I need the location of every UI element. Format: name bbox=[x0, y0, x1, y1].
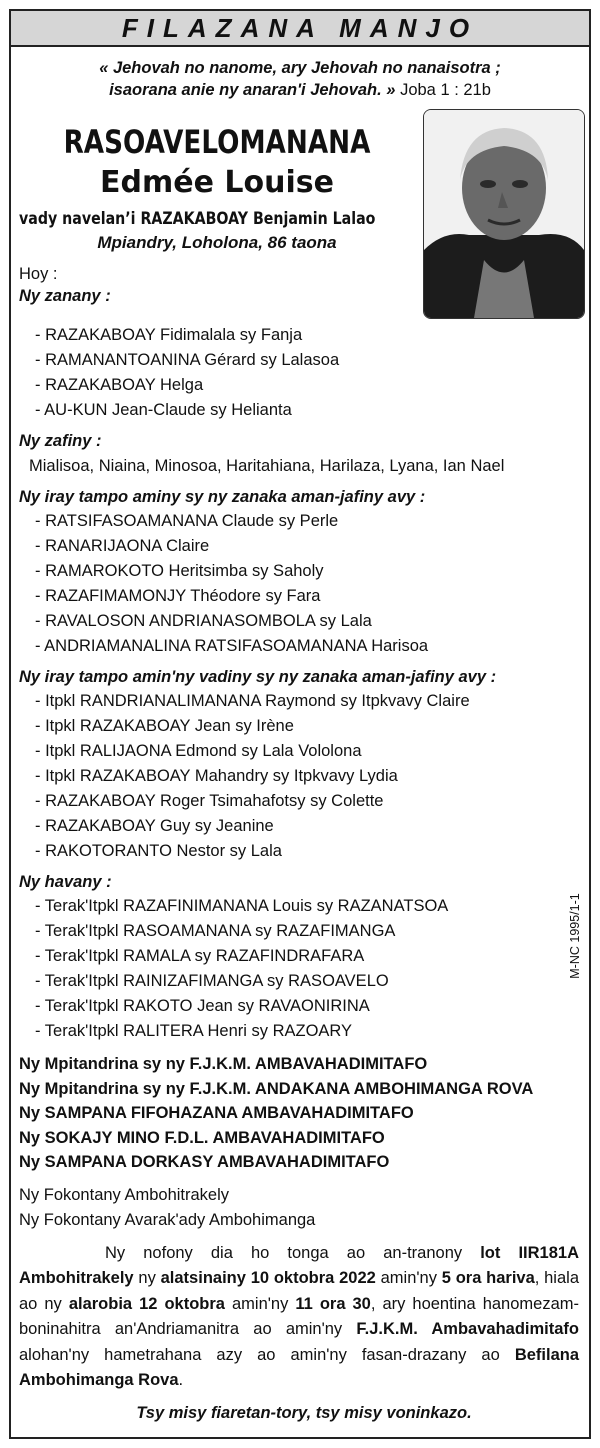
children-heading: Ny zanany : bbox=[19, 287, 111, 305]
org-line: Ny SAMPANA FIFOHAZANA AMBAVAHADIMITAFO bbox=[19, 1104, 414, 1122]
list-item: - RAVALOSON ANDRIANASOMBOLA sy Lala bbox=[35, 612, 372, 630]
org-line: Ny SOKAJY MINO F.D.L. AMBAVAHADIMITAFO bbox=[19, 1128, 385, 1147]
list-item: - RAZAKABOAY Fidimalala sy Fanja bbox=[35, 326, 303, 344]
notice-address: lot IIR181A Ambohitrakely bbox=[19, 1243, 579, 1287]
list-item: - AU-KUN Jean-Claude sy Helianta bbox=[35, 401, 292, 419]
notice-arrival-time: 5 ora hariva bbox=[441, 1269, 535, 1287]
closing-line: Tsy misy fiaretan-tory, tsy misy voninkazo. bbox=[136, 1403, 472, 1422]
list-item: - Terak'Itpkl RAINIZAFIMANGA sy RASOAVELO bbox=[35, 972, 389, 990]
notice-burial-place: Befilana Ambohimanga Rova bbox=[19, 1345, 579, 1389]
siblings-heading: Ny iray tampo aminy sy ny zanaka aman-jafiny avy : bbox=[19, 488, 426, 506]
funeral-notice bbox=[19, 1241, 589, 1394]
list-item: - Itpkl RAZAKABOAY Jean sy Irène bbox=[35, 717, 294, 735]
list-item: - Terak'Itpkl RAMALA sy RAZAFINDRAFARA bbox=[35, 947, 365, 965]
org-line: Ny Mpitandrina sy ny F.J.K.M. AMBAVAHADIMITAFO bbox=[19, 1055, 428, 1073]
list-item: - RANARIJAONA Claire bbox=[35, 537, 210, 555]
list-item: - Terak'Itpkl RALITERA Henri sy RAZOARY bbox=[35, 1022, 353, 1040]
header-section bbox=[11, 101, 589, 323]
notice-text: amin'ny bbox=[224, 1294, 296, 1313]
siblings-list bbox=[19, 509, 589, 659]
notice-text: Ny nofony dia ho tonga ao an-tranony bbox=[105, 1243, 481, 1262]
verse-text-2: isaorana anie ny anaran'i Jehovah. » bbox=[109, 81, 396, 99]
list-item: - Itpkl RAZAKABOAY Mahandry sy Itpkvavy Lydia bbox=[35, 767, 398, 785]
obituary-frame bbox=[9, 9, 591, 1439]
list-item: - Terak'Itpkl RAKOTO Jean sy RAVAONIRINA bbox=[35, 997, 370, 1015]
relatives-heading: Ny havany : bbox=[19, 873, 112, 891]
banner bbox=[11, 11, 589, 47]
notice-departure-date: alarobia 12 oktobra bbox=[68, 1294, 225, 1313]
relatives-list bbox=[19, 894, 589, 1044]
grandchildren-names: Mialisoa, Niaina, Minosoa, Haritahiana, Harilaza, Lyana, Ian Nael bbox=[29, 457, 505, 475]
list-item: - ANDRIAMANALINA RATSIFASOAMANANA Harisoa bbox=[35, 637, 429, 655]
fokontany-line: Ny Fokontany Ambohitrakely bbox=[19, 1185, 230, 1204]
role-and-age: Mpiandry, Loholona, 86 taona bbox=[97, 233, 337, 252]
deceased-surname: RASOAVELOMANANA bbox=[63, 123, 371, 161]
banner-title: FILAZANA MANJO bbox=[121, 12, 479, 43]
hoy-label: Hoy : bbox=[19, 265, 58, 283]
list-item: - Itpkl RALIJAONA Edmond sy Lala Vololona bbox=[35, 742, 362, 760]
organizations bbox=[19, 1052, 589, 1175]
list-item: - RAMAROKOTO Heritsimba sy Saholy bbox=[35, 562, 324, 580]
list-item: - RATSIFASOAMANANA Claude sy Perle bbox=[35, 512, 339, 530]
list-item: - RAZAKABOAY Helga bbox=[35, 376, 204, 394]
fokontany-line: Ny Fokontany Avarak'ady Ambohimanga bbox=[19, 1210, 316, 1229]
org-line: Ny Mpitandrina sy ny F.J.K.M. ANDAKANA AMBOHIMANGA ROVA bbox=[19, 1079, 534, 1098]
deceased-given-name: Edmée Louise bbox=[100, 165, 334, 200]
notice-church: F.J.K.M. Ambavahadimitafo bbox=[356, 1320, 579, 1338]
list-item: - Terak'Itpkl RASOAMANANA sy RAZAFIMANGA bbox=[35, 922, 396, 940]
list-item: - Itpkl RANDRIANALIMANANA Raymond sy Itpkvavy Claire bbox=[35, 692, 470, 710]
notice-text: ny bbox=[133, 1269, 161, 1287]
children-list bbox=[19, 323, 589, 423]
notice-arrival-date: alatsinainy 10 oktobra 2022 bbox=[160, 1269, 376, 1287]
list-item: - Terak'Itpkl RAZAFINIMANANA Louis sy RAZANATSOA bbox=[35, 897, 449, 915]
notice-text: amin'ny bbox=[375, 1269, 442, 1287]
notice-text: , hiala ao ny bbox=[19, 1269, 579, 1313]
content bbox=[11, 323, 589, 1423]
reference-code bbox=[563, 881, 587, 991]
portrait-image bbox=[424, 110, 584, 318]
verse-line-1: « Jehovah no nanome, ary Jehovah no nanaisotra ; bbox=[99, 59, 501, 77]
org-line: Ny SAMPANA DORKASY AMBAVAHADIMITAFO bbox=[19, 1153, 390, 1171]
grandchildren-heading: Ny zafiny : bbox=[19, 432, 102, 450]
list-item: - RAZAFIMAMONJY Théodore sy Fara bbox=[35, 587, 321, 605]
notice-text: alohan'ny hametrahana azy ao amin'ny fasan-drazany ao bbox=[19, 1345, 515, 1364]
list-item: - RAZAKABOAY Roger Tsimahafotsy sy Colette bbox=[35, 792, 384, 810]
portrait-photo bbox=[423, 109, 585, 319]
reference-code-text: M-NC 1995/1-1 bbox=[568, 893, 582, 979]
list-item: - RAKOTORANTO Nestor sy Lala bbox=[35, 842, 282, 860]
verse-line-2 bbox=[11, 79, 589, 101]
verse-reference: Joba 1 : 21b bbox=[400, 81, 491, 99]
spouse-siblings-list bbox=[19, 689, 589, 864]
bible-verse bbox=[11, 57, 589, 101]
notice-departure-time: 11 ora 30 bbox=[295, 1294, 371, 1313]
spouse-line: vady navelan’i RAZAKABOAY Benjamin Lalao bbox=[19, 209, 376, 228]
notice-text: , ary hoentina hanomezam-boninahitra an'Andriamanitra ao amin'ny bbox=[19, 1294, 580, 1338]
spouse-siblings-heading: Ny iray tampo amin'ny vadiny sy ny zanaka aman-jafiny avy : bbox=[19, 668, 497, 686]
list-item: - RAZAKABOAY Guy sy Jeanine bbox=[35, 817, 274, 835]
notice-text: . bbox=[178, 1371, 184, 1389]
fokontany bbox=[19, 1183, 589, 1233]
list-item: - RAMANANTOANINA Gérard sy Lalasoa bbox=[35, 351, 340, 369]
